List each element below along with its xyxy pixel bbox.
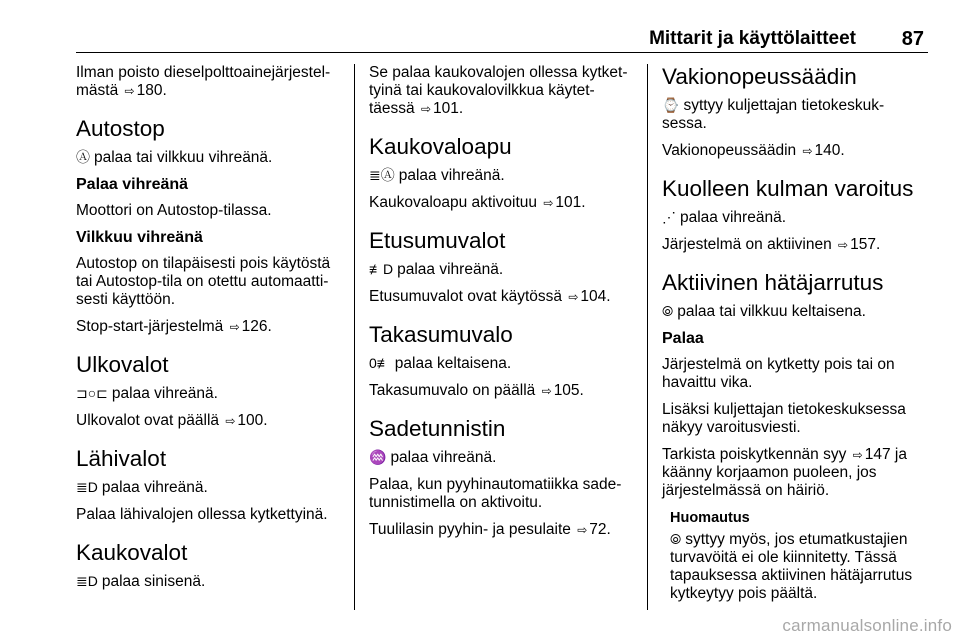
heading-lahivalot: Lähivalot — [76, 446, 167, 471]
cross-reference-arrow-icon: ⇨ — [568, 290, 579, 304]
cross-reference-arrow-icon: ⇨ — [577, 523, 588, 537]
column-3 — [662, 64, 928, 612]
emergency-braking-icon: ⦾ — [670, 531, 682, 547]
column-divider-1 — [354, 64, 355, 610]
kuolleen-indicator-line: ⋰ palaa vihreänä. — [662, 209, 786, 226]
page-reference[interactable]: 101. — [433, 100, 464, 117]
note-title: Huomautus — [670, 510, 750, 526]
autostop-indicator-line: Ⓐ palaa tai vilkkuu vihreänä. — [76, 149, 273, 166]
autostop-reference: Stop-start-järjestelmä ⇨ 126. — [76, 318, 272, 335]
hatajarrutus-text-2: Lisäksi kuljettajan tietokeskuksessa näkyy varoitusviesti. — [662, 401, 906, 436]
heading-vakionopeussaadin: Vakionopeussäädin — [662, 64, 857, 89]
cross-reference-arrow-icon: ⇨ — [124, 84, 135, 98]
page-reference[interactable]: 157. — [850, 236, 881, 253]
sadetunnistin-text: Palaa, kun pyyhinautomatiikka sade-tunnistimella on aktivoitu. — [369, 476, 622, 511]
subheading-palaa: Palaa — [662, 330, 704, 347]
intro-paragraph: Ilman poisto dieselpolttoainejärjestel-mästä ⇨ 180. — [76, 64, 331, 99]
heading-kaukovaloapu: Kaukovaloapu — [369, 134, 512, 159]
page-reference[interactable]: 105. — [553, 382, 584, 399]
emergency-braking-icon: ⦾ — [662, 303, 674, 319]
page-reference[interactable]: 100. — [237, 412, 268, 429]
heading-ulkovalot: Ulkovalot — [76, 352, 169, 377]
watermark: carmanualsonline.info — [782, 616, 952, 635]
heading-sadetunnistin: Sadetunnistin — [369, 416, 506, 441]
cross-reference-arrow-icon: ⇨ — [802, 144, 813, 158]
cross-reference-arrow-icon: ⇨ — [852, 448, 863, 462]
cross-reference-arrow-icon: ⇨ — [541, 384, 552, 398]
heading-etusumuvalot: Etusumuvalot — [369, 228, 506, 253]
cruise-control-icon: ⌚ — [662, 97, 680, 113]
autostop-icon: Ⓐ — [76, 149, 90, 165]
rear-fog-light-icon: 0≢ — [369, 355, 391, 371]
page-reference[interactable]: 126. — [241, 318, 272, 335]
autostop-text-1: Moottori on Autostop-tilassa. — [76, 202, 272, 219]
note-box — [670, 509, 928, 603]
takasumuvalo-text: Takasumuvalo on päällä ⇨ 105. — [369, 382, 584, 399]
column-2 — [369, 64, 637, 548]
page-reference[interactable]: 140. — [814, 142, 845, 159]
hatajarrutus-text-3: Tarkista poiskytkennän syy ⇨ 147 ja käänny korjaamon puoleen, jos järjestelmässä on häiriö. — [662, 446, 907, 499]
heading-aktiivinen-hatajarrutus: Aktiivinen hätäjarrutus — [662, 270, 884, 295]
takasumuvalo-indicator-line: 0≢ palaa keltaisena. — [369, 355, 512, 372]
hatajarrutus-indicator-line: ⦾ palaa tai vilkkuu keltaisena. — [662, 303, 866, 320]
lahivalot-text: Palaa lähivalojen ollessa kytkettyinä. — [76, 506, 328, 523]
page-reference[interactable]: 72. — [589, 521, 611, 538]
ulkovalot-indicator-line: ⊐○⊏ palaa vihreänä. — [76, 385, 218, 402]
blind-spot-icon: ⋰ — [662, 209, 676, 225]
note-text: ⦾ syttyy myös, jos etumatkustajien turvavöitä ei ole kiinnitetty. Tässä tapauksessa aktiivinen hätäjarrutus kytkeytyy pois päältä. — [670, 531, 913, 602]
vakionopeus-text: Vakionopeussäädin ⇨ 140. — [662, 142, 845, 159]
front-fog-light-icon: ≢D — [369, 261, 394, 277]
page-reference[interactable]: 101. — [555, 194, 586, 211]
etusumuvalot-indicator-line: ≢D palaa vihreänä. — [369, 261, 504, 278]
kaukovalot-indicator-line: ≣D palaa sinisenä. — [76, 573, 206, 590]
kaukovaloapu-text: Kaukovaloapu aktivoituu ⇨ 101. — [369, 194, 586, 211]
heading-kuolleen-kulman-varoitus: Kuolleen kulman varoitus — [662, 176, 914, 201]
rain-sensor-icon: ♒ — [369, 449, 387, 465]
exterior-lights-icon: ⊐○⊏ — [76, 385, 108, 401]
cross-reference-arrow-icon: ⇨ — [225, 414, 236, 428]
heading-takasumuvalo: Takasumuvalo — [369, 322, 513, 347]
page-reference[interactable]: 180. — [136, 82, 167, 99]
sadetunnistin-reference: Tuulilasin pyyhin- ja pesulaite ⇨ 72. — [369, 521, 611, 538]
cross-reference-arrow-icon: ⇨ — [543, 196, 554, 210]
subheading-palaa-vihreana: Palaa vihreänä — [76, 176, 189, 193]
chapter-title: Mittarit ja käyttölaitteet — [649, 28, 856, 49]
kaukovaloapu-indicator-line: ≣Ⓐ palaa vihreänä. — [369, 167, 505, 184]
hatajarrutus-text-1: Järjestelmä on kytketty pois tai on havaittu vika. — [662, 356, 895, 391]
lahivalot-indicator-line: ≣D palaa vihreänä. — [76, 479, 208, 496]
column-divider-2 — [647, 64, 648, 610]
ulkovalot-text: Ulkovalot ovat päällä ⇨ 100. — [76, 412, 268, 429]
kuolleen-text: Järjestelmä on aktiivinen ⇨ 157. — [662, 236, 881, 253]
etusumuvalot-text: Etusumuvalot ovat käytössä ⇨ 104. — [369, 288, 611, 305]
low-beam-icon: ≣D — [76, 479, 98, 495]
page-number: 87 — [901, 28, 924, 50]
heading-kaukovalot: Kaukovalot — [76, 540, 188, 565]
high-beam-icon: ≣D — [76, 573, 98, 589]
page-reference[interactable]: 147 — [864, 446, 891, 463]
cross-reference-arrow-icon: ⇨ — [229, 320, 240, 334]
page-reference[interactable]: 104. — [580, 288, 611, 305]
heading-autostop: Autostop — [76, 116, 165, 141]
vakionopeus-indicator-line: ⌚ syttyy kuljettajan tietokeskuk-sessa. — [662, 97, 885, 132]
cross-reference-arrow-icon: ⇨ — [420, 102, 432, 116]
column-1 — [76, 64, 342, 600]
page-header — [76, 28, 928, 50]
autostop-text-2: Autostop on tilapäisesti pois käytöstä tai Autostop-tila on otettu automaatti-sesti käyttöön. — [76, 255, 331, 308]
high-beam-assist-icon: ≣Ⓐ — [369, 167, 395, 183]
cross-reference-arrow-icon: ⇨ — [838, 238, 849, 252]
header-divider — [76, 52, 928, 53]
subheading-vilkkuu-vihreana: Vilkkuu vihreänä — [76, 229, 203, 246]
sadetunnistin-indicator-line: ♒ palaa vihreänä. — [369, 449, 497, 466]
intro-paragraph: Se palaa kaukovalojen ollessa kytket-tyinä tai kaukovalovilkkua käytet-täessä ⇨ 101. — [369, 64, 628, 117]
